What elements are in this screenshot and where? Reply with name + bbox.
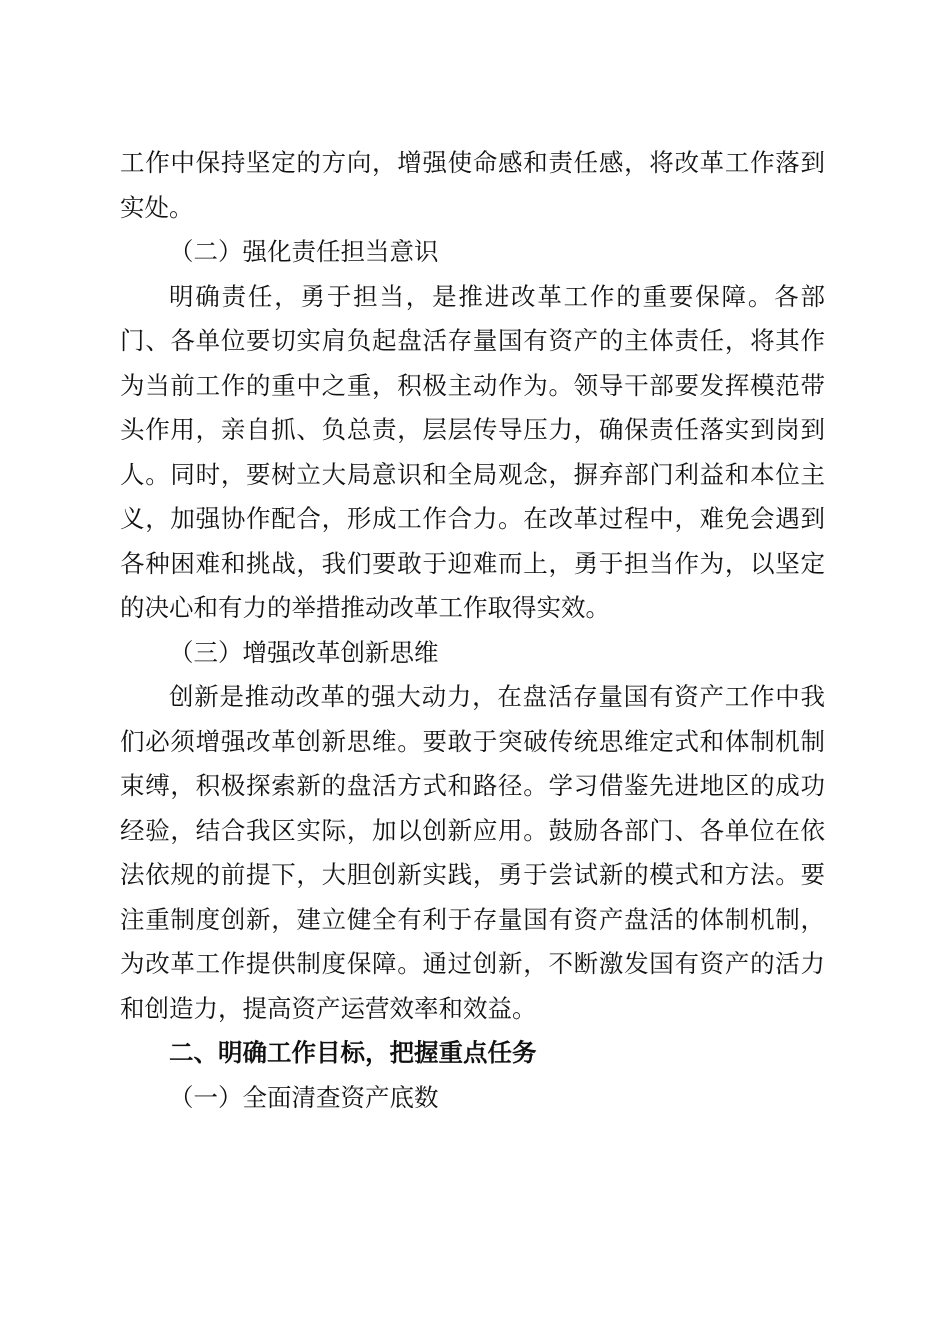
section-heading-work-goals: 二、明确工作目标，把握重点任务 [169, 1038, 537, 1067]
subheading-asset-inventory: （一）全面清查资产底数 [169, 1082, 439, 1112]
paragraph-continuation: 工作中保持坚定的方向，增强使命感和责任感，将改革工作落到实处。 [120, 148, 825, 222]
document-body [120, 141, 825, 1120]
paragraph-responsibility: 明确责任，勇于担当，是推进改革工作的重要保障。各部门、各单位要切实肩负起盘活存量国有资产的主体责任，将其作为当前工作的重中之重，积极主动作为。领导干部要发挥模范带头作用，亲自抓、负总责，层层传导压力，确保责任落实到岗到人。同时，要树立大局意识和全局观念，摒弃部门利益和本位主义，加强协作配合，形成工作合力。在改革过程中，难免会遇到各种困难和挑战，我们要敢于迎难而上，勇于担当作为，以坚定的决心和有力的举措推动改革工作取得实效。 [120, 281, 825, 622]
subheading-reform-innovation: （三）增强改革创新思维 [169, 637, 439, 667]
subheading-strengthen-responsibility: （二）强化责任担当意识 [169, 237, 439, 266]
paragraph-innovation: 创新是推动改革的强大动力，在盘活存量国有资产工作中我们必须增强改革创新思维。要敢于突破传统思维定式和体制机制束缚，积极探索新的盘活方式和路径。学习借鉴先进地区的成功经验，结合我区实际，加以创新应用。鼓励各部门、各单位在依法依规的前提下，大胆创新实践，勇于尝试新的模式和方法。要注重制度创新，建立健全有利于存量国有资产盘活的体制机制，为改革工作提供制度保障。通过创新，不断激发国有资产的活力和创造力，提高资产运营效率和效益。 [120, 682, 825, 1023]
